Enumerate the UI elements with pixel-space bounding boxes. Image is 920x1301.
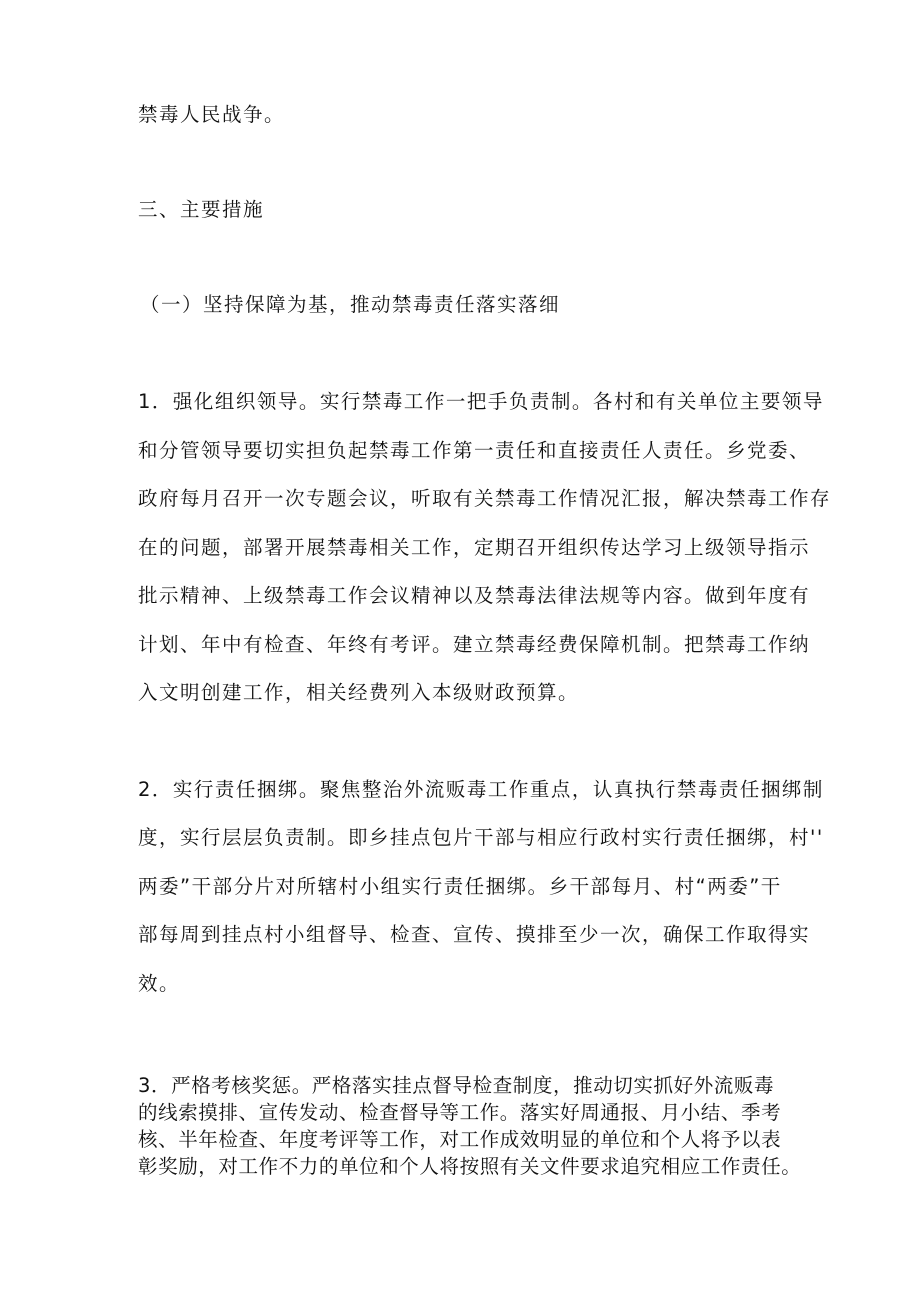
paragraph-line: 批示精神、上级禁毒工作会议精神以及禁毒法律法规等内容。做到年度有 [138,584,811,607]
paragraph-line: 3．严格考核奖惩。严格落实挂点督导检查制度，推动切实抓好外流贩毒 [138,1074,775,1097]
paragraph-line: 计划、年中有检查、年终有考评。建立禁毒经费保障机制。把禁毒工作纳 [138,633,811,656]
paragraph-line: 政府每月召开一次专题会议，听取有关禁毒工作情况汇报，解决禁毒工作存 [138,487,832,510]
paragraph-line: 核、半年检查、年度考评等工作，对工作成效明显的单位和个人将予以表 [138,1128,782,1151]
paragraph-line: 两委”干部分片对所辖村小组实行责任捆绑。乡干部每月、村“两委”干 [138,875,782,898]
paragraph-line: 入文明创建工作，相关经费列入本级财政预算。 [138,681,580,704]
section-heading: 三、主要措施 [138,198,265,221]
paragraph-line: 在的问题，部署开展禁毒相关工作，定期召开组织传达学习上级领导指示 [138,536,811,559]
paragraph-line: 和分管领导要切实担负起禁毒工作第一责任和直接责任人责任。乡党委、 [138,439,811,462]
paragraph-line: 禁毒人民战争。 [138,103,286,126]
paragraph-line: 度，实行层层负责制。即乡挂点包片干部与相应行政村实行责任捆绑，村'' [138,826,824,849]
paragraph-line: 的线索摸排、宣传发动、检查督导等工作。落实好周通报、月小结、季考 [138,1101,782,1124]
paragraph-line: 1．强化组织领导。实行禁毒工作一把手负责制。各村和有关单位主要领导 [138,390,824,413]
subsection-heading: （一）坚持保障为基，推动禁毒责任落实落细 [140,293,561,316]
paragraph-line: 部每周到挂点村小组督导、检查、宣传、摸排至少一次，确保工作取得实 [138,923,811,946]
paragraph-line: 效。 [138,972,181,995]
paragraph-line: 彰奖励，对工作不力的单位和个人将按照有关文件要求追究相应工作责任。 [138,1155,802,1178]
paragraph-line: 2．实行责任捆绑。聚焦整治外流贩毒工作重点，认真执行禁毒责任捆绑制 [138,778,824,801]
